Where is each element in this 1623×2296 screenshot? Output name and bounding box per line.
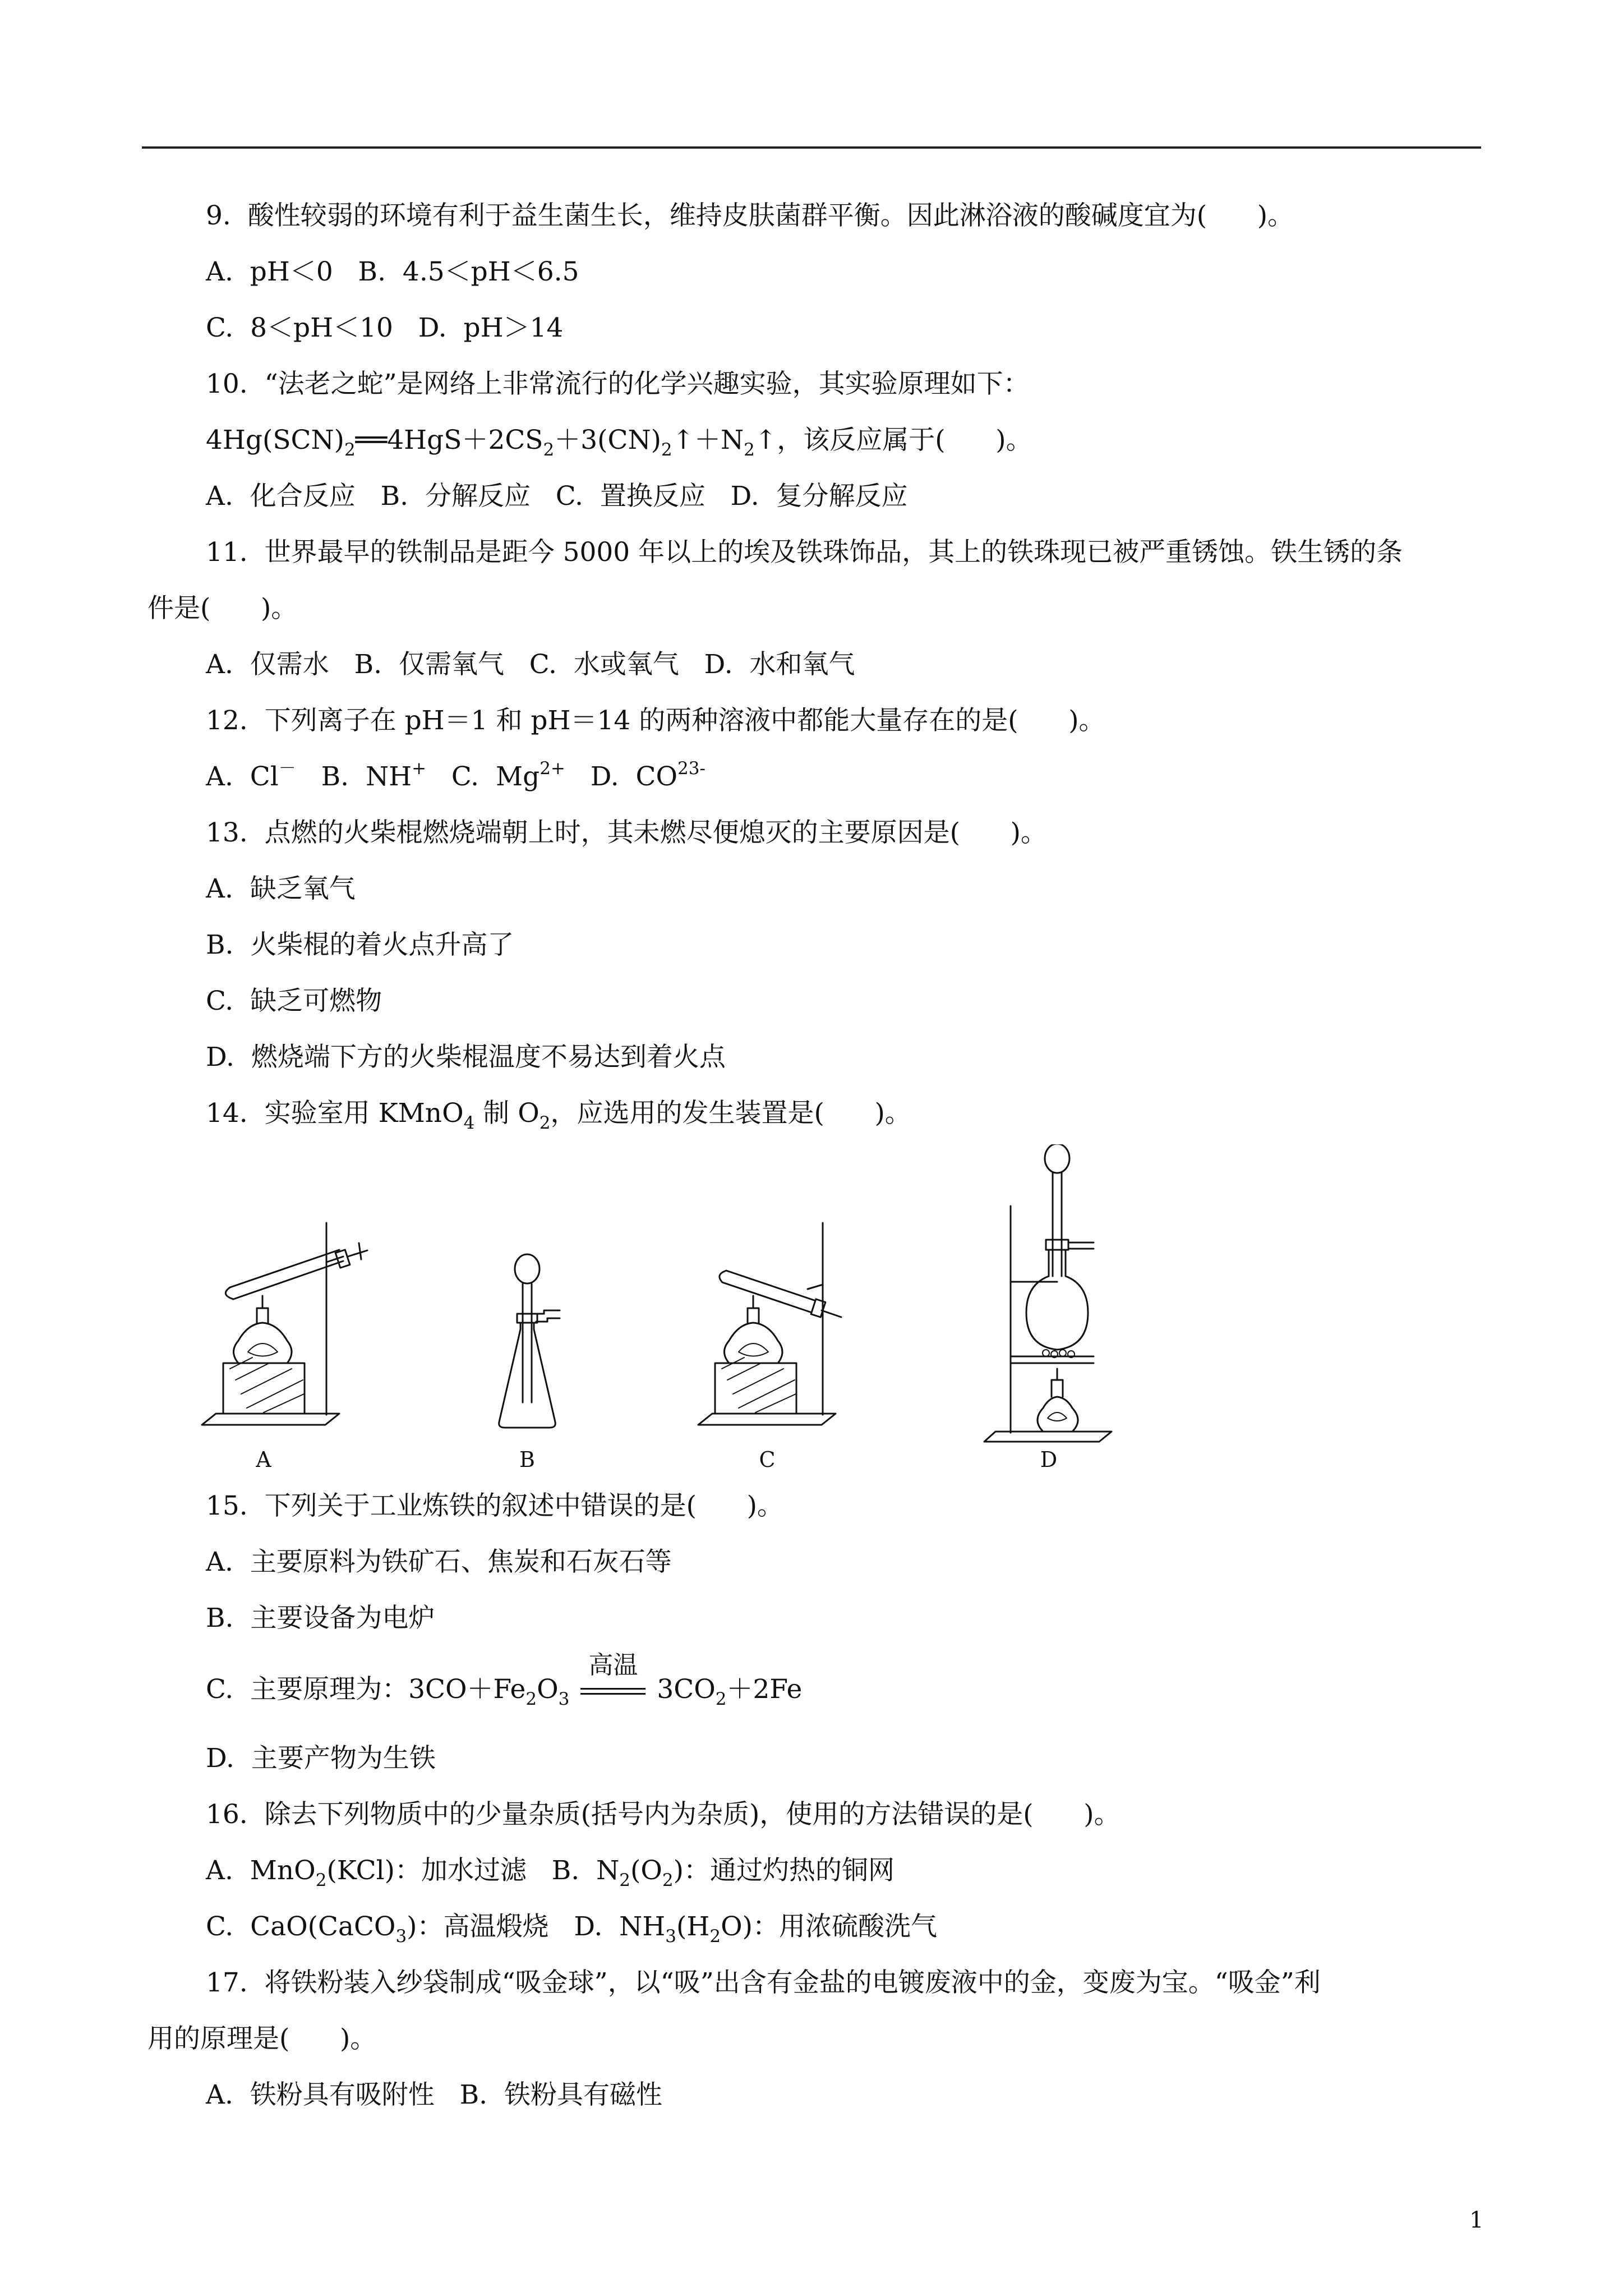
apparatus-b: [499, 1254, 560, 1428]
header-rule: [142, 146, 1481, 149]
q10-equation: $4Hg(SCN)_2══4HgS+2CS_2+3(CN)_2↑+N_2↑$，该反应属于( )。: [206, 425, 1032, 460]
q9-stem: 9. 酸性较弱的环境有利于益生菌生长，维持皮肤菌群平衡。因此淋浴液的酸碱度宜为( )。: [206, 200, 1294, 231]
q17-stem-line2: 用的原理是( )。: [147, 2023, 377, 2054]
q15-option-a: A. 主要原料为铁矿石、焦炭和石灰石等: [206, 1547, 672, 1577]
q13-option-b: B. 火柴棍的着火点升高了: [206, 930, 514, 960]
q17-stem-line1: 17. 将铁粉装入纱袋制成“吸金球”，以“吸”出含有金盐的电镀废液中的金，变废为宝。“吸金”利: [206, 1967, 1321, 1998]
q13-option-c: C. 缺乏可燃物: [206, 986, 382, 1016]
q9-options-cd: C. 8＜pH＜10 D. pH＞14: [206, 312, 564, 343]
apparatus-a: [202, 1223, 367, 1425]
q16-options-ab: A. MnO$_2$(KCl)：加水过滤 B. $N_2(O_2)$：通过灼热的铜网: [206, 1855, 895, 1890]
q15-option-d: D. 主要产物为生铁: [206, 1743, 436, 1774]
q10-stem: 10. “法老之蛇”是网络上非常流行的化学兴趣实验，其实验原理如下：: [206, 369, 1030, 399]
q11-options: A. 仅需水 B. 仅需氧气 C. 水或氧气 D. 水和氧气: [206, 649, 855, 680]
apparatus-c: [698, 1223, 841, 1425]
label-c: C: [759, 1447, 776, 1472]
q11-stem-line2: 件是( )。: [147, 593, 298, 624]
label-b: B: [519, 1447, 535, 1472]
q13-stem: 13. 点燃的火柴棍燃烧端朝上时，其未燃尽便熄灭的主要原因是( )。: [206, 817, 1047, 848]
q12-options: A. Cl－ B. NH+ C. $Mg^{2+}$ D. $CO^{23-}$: [206, 758, 706, 792]
label-a: A: [256, 1447, 271, 1472]
q13-option-a: A. 缺乏氧气: [206, 873, 356, 904]
q13-option-d: D. 燃烧端下方的火柴棍温度不易达到着火点: [206, 1042, 726, 1073]
q16-stem: 16. 除去下列物质中的少量杂质(括号内为杂质)，使用的方法错误的是( )。: [206, 1799, 1121, 1830]
page-number: 1: [1469, 2207, 1484, 2233]
q14-stem: 14. 实验室用 KMnO$_4$ 制 $O_2$，应选用的发生装置是( )。: [206, 1098, 911, 1133]
label-d: D: [1040, 1447, 1058, 1472]
q17-options: A. 铁粉具有吸附性 B. 铁粉具有磁性: [206, 2079, 662, 2110]
apparatus-figure: [196, 1144, 1150, 1475]
reaction-condition: 高温: [579, 1674, 647, 1708]
q10-options: A. 化合反应 B. 分解反应 C. 置换反应 D. 复分解反应: [206, 481, 908, 512]
q11-stem-line1: 11. 世界最早的铁制品是距今 5000 年以上的埃及铁珠饰品，其上的铁珠现已被严重锈蚀。铁生锈的条: [206, 537, 1403, 568]
apparatus-d: [984, 1144, 1112, 1442]
q15-stem: 15. 下列关于工业炼铁的叙述中错误的是( )。: [206, 1490, 783, 1521]
q15-option-b: B. 主要设备为电炉: [206, 1603, 435, 1634]
q15-option-c: C. 主要原理为：$3CO+Fe_2O_3$ 高温 $3CO_2+2Fe$: [206, 1651, 803, 1709]
q9-options-ab: A. pH＜0 B. 4.5＜pH＜6.5: [206, 256, 579, 287]
q12-stem: 12. 下列离子在 pH＝1 和 pH＝14 的两种溶液中都能大量存在的是( )。: [206, 705, 1105, 736]
q16-options-cd: C. CaO(CaCO$_3$)：高温煅烧 D. $NH_3(H_2O)$：用浓硫酸洗气: [206, 1911, 937, 1947]
